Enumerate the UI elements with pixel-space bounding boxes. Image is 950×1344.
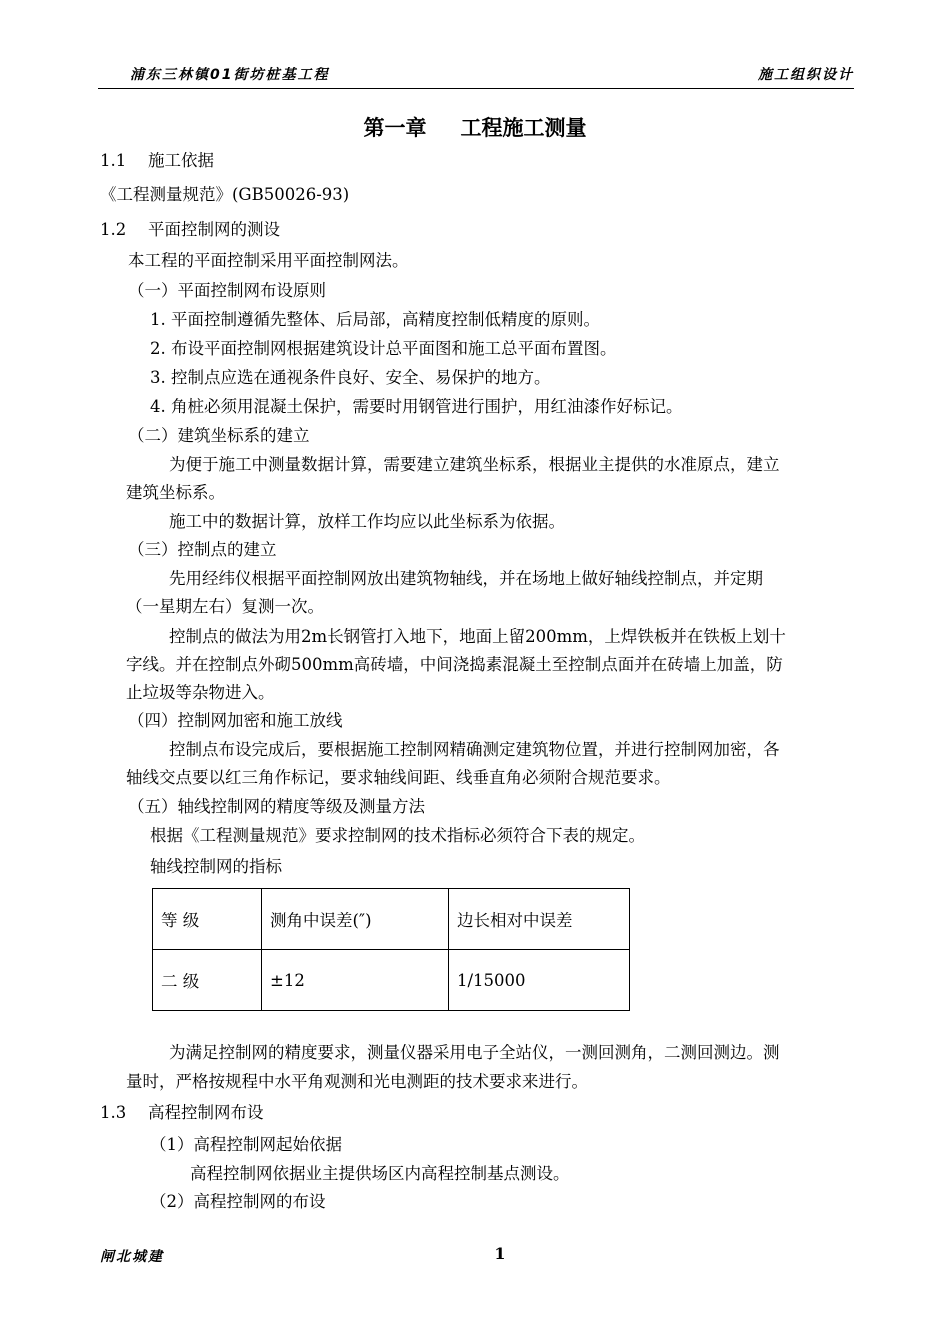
subheading: （四）控制网加密和施工放线 [128, 711, 343, 730]
section-heading-1-1 [100, 151, 214, 171]
header-project-name: 浦东三林镇01街坊桩基工程 [130, 67, 330, 83]
paragraph-line: 先用经纬仪根据平面控制网放出建筑物轴线，并在场地上做好轴线控制点，并定期 [169, 569, 763, 588]
footer-company: 闸北城建 [100, 1249, 164, 1265]
page-number: 1 [494, 1244, 506, 1263]
basis-standard: 《工程测量规范》(GB50026-93) [100, 185, 350, 204]
table-cell: 二 级 [153, 950, 262, 1011]
section-number: 1.1 [100, 151, 127, 170]
paragraph: 本工程的平面控制采用平面控制网法。 [128, 251, 409, 270]
subheading: （五）轴线控制网的精度等级及测量方法 [128, 797, 425, 816]
section-heading-1-2 [100, 220, 280, 240]
paragraph-line: 建筑坐标系。 [126, 483, 225, 502]
table-cell: ±12 [262, 950, 449, 1011]
paragraph: 根据《工程测量规范》要求控制网的技术指标必须符合下表的规定。 [150, 826, 645, 845]
paragraph-line: 轴线交点要以红三角作标记，要求轴线间距、线垂直角必须附合规范要求。 [126, 768, 671, 787]
table-caption: 轴线控制网的指标 [150, 857, 282, 876]
accuracy-table [152, 888, 630, 1011]
paragraph-line: 止垃圾等杂物进入。 [126, 683, 275, 702]
table-header-cell: 边长相对中误差 [449, 889, 630, 950]
section-title: 高程控制网布设 [148, 1103, 264, 1122]
list-item: 1. 平面控制遵循先整体、后局部，高精度控制低精度的原则。 [150, 310, 600, 329]
section-title: 平面控制网的测设 [148, 220, 280, 239]
paragraph-line: 为满足控制网的精度要求，测量仪器采用电子全站仪，一测回测角，二测回测边。测 [169, 1043, 780, 1062]
list-item: 4. 角桩必须用混凝土保护，需要时用钢管进行围护，用红油漆作好标记。 [150, 397, 683, 416]
subheading: （三）控制点的建立 [128, 540, 277, 559]
subheading: （二）建筑坐标系的建立 [128, 426, 310, 445]
paragraph-line: （一星期左右）复测一次。 [126, 597, 324, 616]
paragraph-line: 字线。并在控制点外砌500mm高砖墙，中间浇捣素混凝土至控制点面并在砖墙上加盖，防 [126, 655, 783, 674]
paragraph: 高程控制网依据业主提供场区内高程控制基点测设。 [190, 1164, 570, 1183]
list-item: 2. 布设平面控制网根据建筑设计总平面图和施工总平面布置图。 [150, 339, 617, 358]
subheading: （2）高程控制网的布设 [150, 1192, 326, 1211]
section-number: 1.3 [100, 1103, 127, 1122]
chapter-name: 工程施工测量 [460, 116, 587, 140]
table-header-cell: 等 级 [153, 889, 262, 950]
header-doc-type: 施工组织设计 [758, 67, 854, 83]
subheading: （1）高程控制网起始依据 [150, 1135, 342, 1154]
table-cell: 1/15000 [449, 950, 630, 1011]
section-number: 1.2 [100, 220, 127, 239]
table-header-row [153, 889, 630, 950]
header-rule [98, 88, 854, 89]
chapter-number: 第一章 [363, 116, 427, 140]
table-header-cell: 测角中误差(″) [262, 889, 449, 950]
paragraph-line: 控制点布设完成后，要根据施工控制网精确测定建筑物位置，并进行控制网加密，各 [169, 740, 780, 759]
paragraph-line: 为便于施工中测量数据计算，需要建立建筑坐标系，根据业主提供的水准原点，建立 [169, 455, 780, 474]
list-item: 3. 控制点应选在通视条件良好、安全、易保护的地方。 [150, 368, 551, 387]
paragraph: 施工中的数据计算，放样工作均应以此坐标系为依据。 [169, 512, 565, 531]
table-row [153, 950, 630, 1011]
chapter-title [0, 112, 950, 142]
paragraph-line: 量时，严格按规程中水平角观测和光电测距的技术要求来进行。 [126, 1072, 588, 1091]
section-title: 施工依据 [148, 151, 214, 170]
paragraph-line: 控制点的做法为用2m长钢管打入地下，地面上留200mm，上焊铁板并在铁板上划十 [169, 627, 786, 646]
section-heading-1-3 [100, 1103, 264, 1123]
subheading: （一）平面控制网布设原则 [128, 281, 326, 300]
